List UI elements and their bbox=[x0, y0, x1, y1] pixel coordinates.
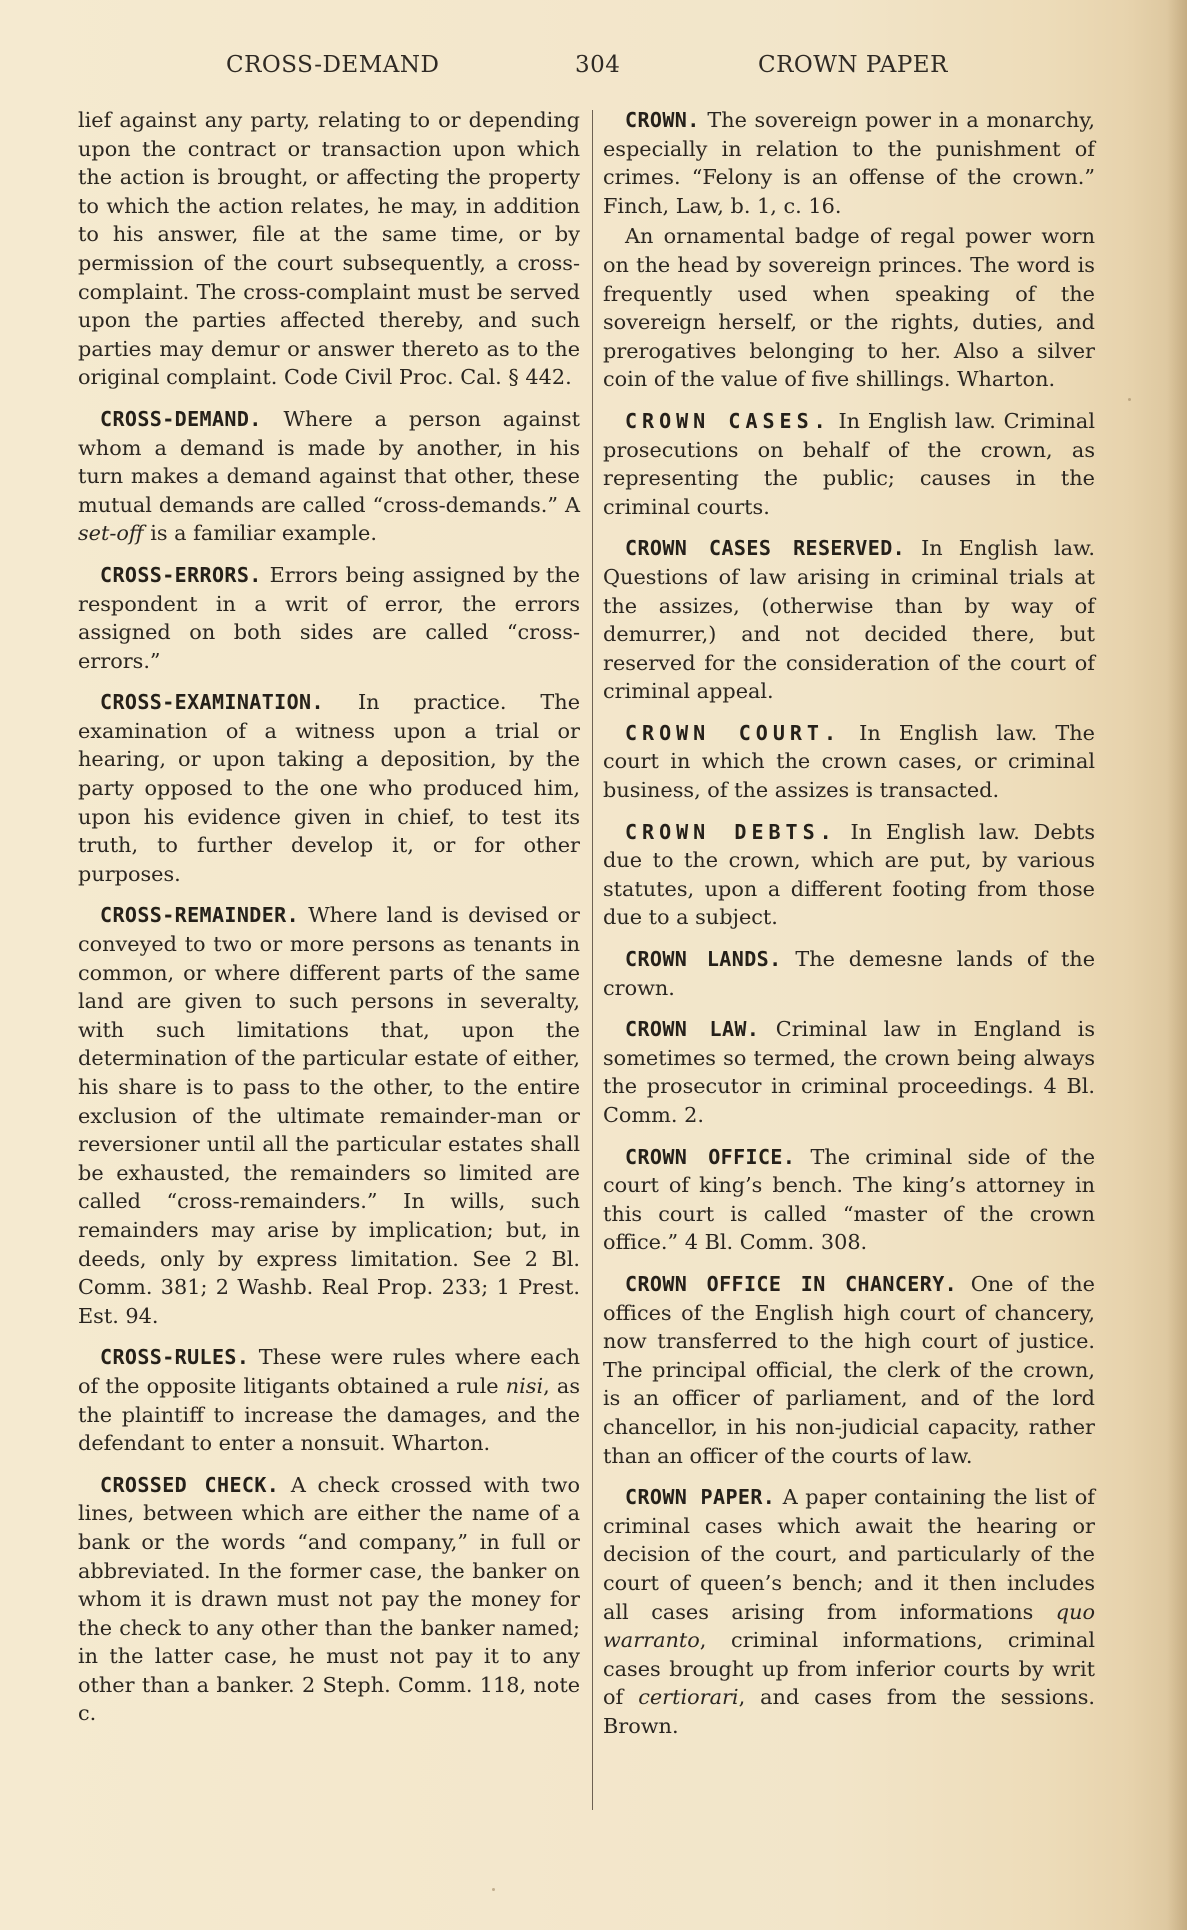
header-left-guide-word: CROSS-DEMAND bbox=[226, 52, 440, 78]
definition: In English law. The court in which the crown cases, or criminal business, of the assizes is transacted. bbox=[603, 720, 1095, 803]
entry-cross-rules bbox=[78, 1343, 580, 1457]
definition: Errors being assigned by the respondent in a writ of error, the errors assigned on both sides are called “cross-errors.” bbox=[78, 562, 580, 673]
entry-crossed-check bbox=[78, 1471, 580, 1728]
definition: These were rules where each of the opposite litigants obtained a rule bbox=[78, 1345, 580, 1398]
entry-cross-examination bbox=[78, 688, 580, 888]
definition: In practice. The examination of a witness upon a trial or hearing, or upon taking a deposition, by the party opposed to the one who produced him, upon his evidence given in chief, to test its truth, to further develop it, or for other purposes. bbox=[78, 690, 580, 886]
entry-crown bbox=[603, 106, 1095, 220]
definition: Criminal law in England is sometimes so termed, the crown being always the prosecutor in criminal proceedings. 4 Bl. Comm. 2. bbox=[603, 1017, 1095, 1127]
definition: Where land is devised or conveyed to two or more persons as tenants in common, or where different parts of the same land are given to such persons in severalty, with such limitations that, upon the determination of the particular estate of either, his share is to pass to the other, to the entire exclusion of the ultimate remainder-man or reversioner until all the particular estates shall be exhausted, the remainders so limited are called “cross-remainders.” In wills, such remainders may arise by implication; but, in deeds, only by express limitation. See 2 Bl. Comm. 381; 2 Washb. Real Prop. 233; 1 Prest. Est. 94. bbox=[78, 903, 580, 1328]
definition: One of the offices of the English high court of chancery, now transferred to the high court of justice. The principal official, the clerk of the crown, is an officer of parliament, and of the lord chancellor, in his non-judicial capacity, rather than an officer of the courts of law. bbox=[603, 1271, 1095, 1468]
definition-end: is a familiar example. bbox=[143, 521, 377, 546]
column-rule bbox=[592, 110, 593, 1810]
italic-term: set-off bbox=[78, 521, 144, 546]
headword: CROSS-EXAMINATION. bbox=[100, 690, 324, 715]
definition: Where a person against whom a demand is made by another, in his turn makes a demand against that other, these mutual demands are called “cross-demands.” A bbox=[78, 406, 580, 517]
definition: In English law. Debts due to the crown, which are put, by various statutes, upon a different footing from those due to a subject. bbox=[603, 819, 1095, 930]
definition: The criminal side of the court of king’s bench. The king’s attorney in this court is called “master of the crown office.” 4 Bl. Comm. 308. bbox=[603, 1144, 1096, 1255]
headword: CROWN DEBTS. bbox=[625, 819, 837, 844]
entry-cross-demand bbox=[78, 405, 580, 548]
entry-cross-remainder bbox=[78, 901, 580, 1330]
definition: A paper containing the list of criminal cases which await the hearing or decision of the court, and particularly of the court of queen’s bench; and it then includes all cases arising from informations bbox=[603, 1485, 1095, 1624]
entry-crown-office-in-chancery bbox=[603, 1270, 1095, 1470]
headword: CROWN. bbox=[625, 108, 700, 132]
headword: CROWN CASES. bbox=[625, 408, 831, 433]
headword: CROSS-ERRORS. bbox=[100, 562, 262, 587]
definition-middle: , criminal informations, criminal cases brought up from inferior courts by writ of bbox=[603, 1628, 1095, 1710]
left-column bbox=[78, 106, 580, 1741]
headword: CROWN OFFICE IN CHANCERY. bbox=[625, 1271, 958, 1296]
entry-crown-debts bbox=[603, 818, 1095, 932]
headword: CROWN LANDS. bbox=[625, 947, 782, 972]
paper-speck bbox=[492, 1888, 495, 1891]
entry-crown-office bbox=[603, 1143, 1095, 1257]
headword: CROSS-DEMAND. bbox=[100, 406, 262, 431]
headword: CROWN COURT. bbox=[625, 720, 842, 745]
headword: CROSS-REMAINDER. bbox=[100, 903, 300, 928]
definition-end: , and cases from the sessions. Brown. bbox=[603, 1685, 1095, 1738]
definition-end: , as the plaintiff to increase the damages, and the defendant to enter a nonsuit. Wharton. bbox=[78, 1373, 580, 1456]
headword: CROWN PAPER. bbox=[625, 1485, 776, 1510]
page-number: 304 bbox=[575, 52, 621, 78]
entry-crown-cases bbox=[603, 407, 1095, 521]
running-head bbox=[0, 52, 1187, 86]
definition: In English law. Questions of law arising in criminal trials at the assizes, (otherwise than by way of demurrer,) and not decided there, but reserved for the consideration of the court of criminal appeal. bbox=[603, 536, 1095, 704]
entry-crown-lands bbox=[603, 945, 1095, 1002]
paper-speck bbox=[1128, 398, 1131, 401]
headword: CROWN OFFICE. bbox=[625, 1144, 796, 1169]
italic-term: certiorari bbox=[638, 1685, 739, 1710]
definition: The demesne lands of the crown. bbox=[603, 947, 1096, 1000]
entry-crown-paper bbox=[603, 1483, 1095, 1740]
headword: CROSSED CHECK. bbox=[100, 1472, 280, 1497]
headword: CROWN LAW. bbox=[625, 1017, 760, 1042]
header-right-guide-word: CROWN PAPER bbox=[758, 52, 948, 78]
definition: A check crossed with two lines, between which are either the name of a bank or the words “and company,” in full or abbreviated. In the former case, the banker on whom it is drawn must not pay the money for the check to any other than the banker named; in the latter case, he must not pay it to any other than a banker. 2 Steph. Comm. 118, note c. bbox=[78, 1472, 580, 1726]
entry-cross-errors bbox=[78, 561, 580, 675]
entry-crown-second-sense: An ornamental badge of regal power worn on the head by sovereign princes. The word is frequently used when speaking of the sovereign herself, or the rights, duties, and prerogatives belonging to her. Also a silver coin of the value of five shillings. Wharton. bbox=[603, 224, 1095, 392]
definition: The sovereign power in a monarchy, especially in relation to the punishment of crimes. “Felony is an offense of the crown.” Finch, Law, b. 1, c. 16. bbox=[603, 108, 1095, 218]
entry-crown-court bbox=[603, 719, 1095, 805]
headword: CROSS-RULES. bbox=[100, 1345, 250, 1370]
italic-term: quo warranto bbox=[603, 1599, 1095, 1653]
definition: In English law. Criminal prosecutions on behalf of the crown, as representing the public; causes in the criminal courts. bbox=[603, 408, 1095, 519]
right-column bbox=[603, 106, 1095, 1753]
headword: CROWN CASES RESERVED. bbox=[625, 536, 906, 561]
entry-crown-law bbox=[603, 1015, 1095, 1129]
page-edge-shading bbox=[1167, 0, 1187, 1930]
continued-entry: lief against any party, relating to or depending upon the contract or transaction upon which the action is brought, or affecting the property to which the action relates, he may, in addition to his answer, file at the same time, or by permission of the court subsequently, a cross-complaint. The cross-complaint must be served upon the parties affected thereby, and such parties may demur or answer thereto as to the original complaint. Code Civil Proc. Cal. § 442. bbox=[78, 108, 580, 390]
entry-crown-cases-reserved bbox=[603, 534, 1095, 706]
italic-term: nisi bbox=[505, 1373, 544, 1398]
